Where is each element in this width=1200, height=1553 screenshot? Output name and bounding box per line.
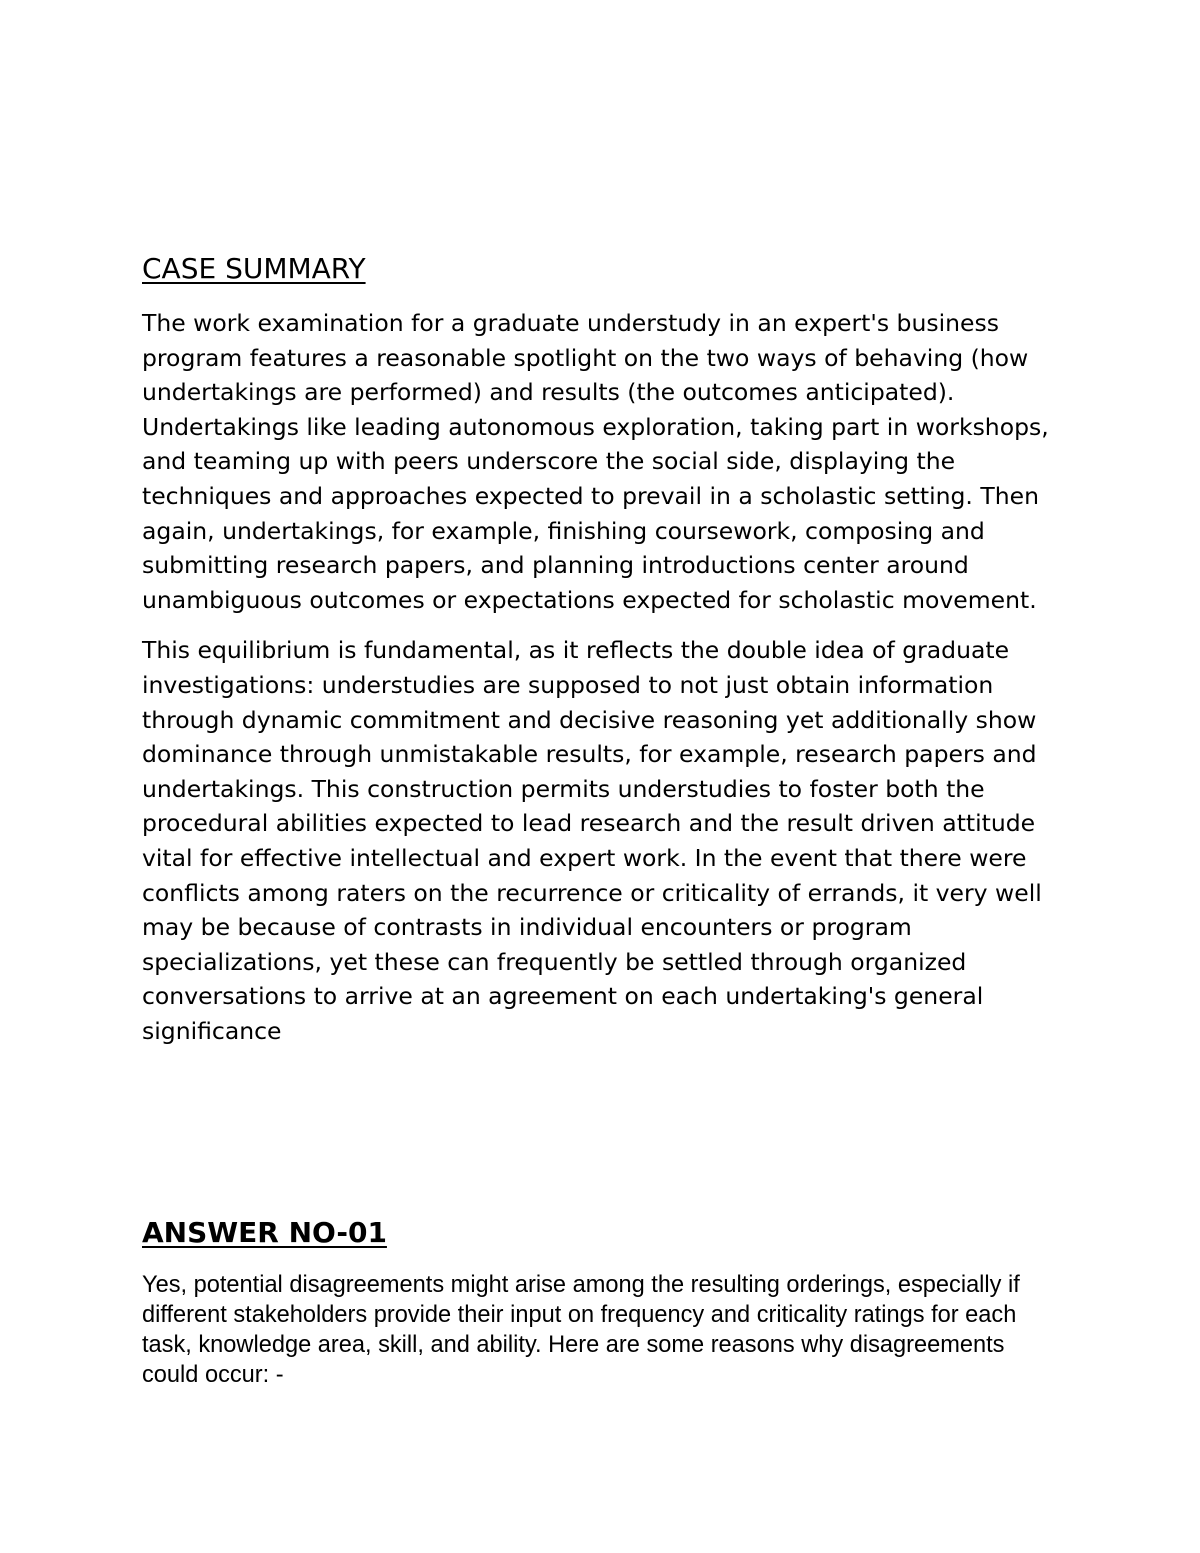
case-summary-paragraph-2: This equilibrium is fundamental, as it reflects the double idea of graduate investigations: understudies are supposed to not just obtain information through dynamic commitment and decisive reasoning yet additionally show dominance through unmistakable results, for example, research papers and undertakings. This construction permits understudies to foster both the procedural abilities expected to lead research and the result driven attitude vital for effective intellectual and expert work. In the event that there were conflicts among raters on the recurrence or criticality of errands, it very well may be because of contrasts in individual encounters or program specializations, yet these can frequently be settled through organized conversations to arrive at an agreement on each undertaking's general significance xyxy=(142,636,1042,1045)
case-summary-paragraph-1: The work examination for a graduate understudy in an expert's business program features a reasonable spotlight on the two ways of behaving (how undertakings are performed) and results (the outcomes anticipated). Undertakings like leading autonomous exploration, taking part in workshops, and teaming up with peers underscore the social side, displaying the techniques and approaches expected to prevail in a scholastic setting. Then again, undertakings, for example, finishing coursework, composing and submitting research papers, and planning introductions center around unambiguous outcomes or expectations expected for scholastic movement. xyxy=(142,309,1049,614)
case-summary-heading: CASE SUMMARY xyxy=(142,252,366,285)
answer-01-paragraph-1: Yes, potential disagreements might arise among the resulting orderings, especially if different stakeholders provide their input on frequency and criticality ratings for each task, knowledge area, skill, and ability. Here are some reasons why disagreements could occur: - xyxy=(142,1272,1020,1388)
answer-01-heading: ANSWER NO-01 xyxy=(142,1216,387,1249)
answer-01-body xyxy=(142,1270,1042,1390)
case-summary-body xyxy=(142,306,1090,1048)
